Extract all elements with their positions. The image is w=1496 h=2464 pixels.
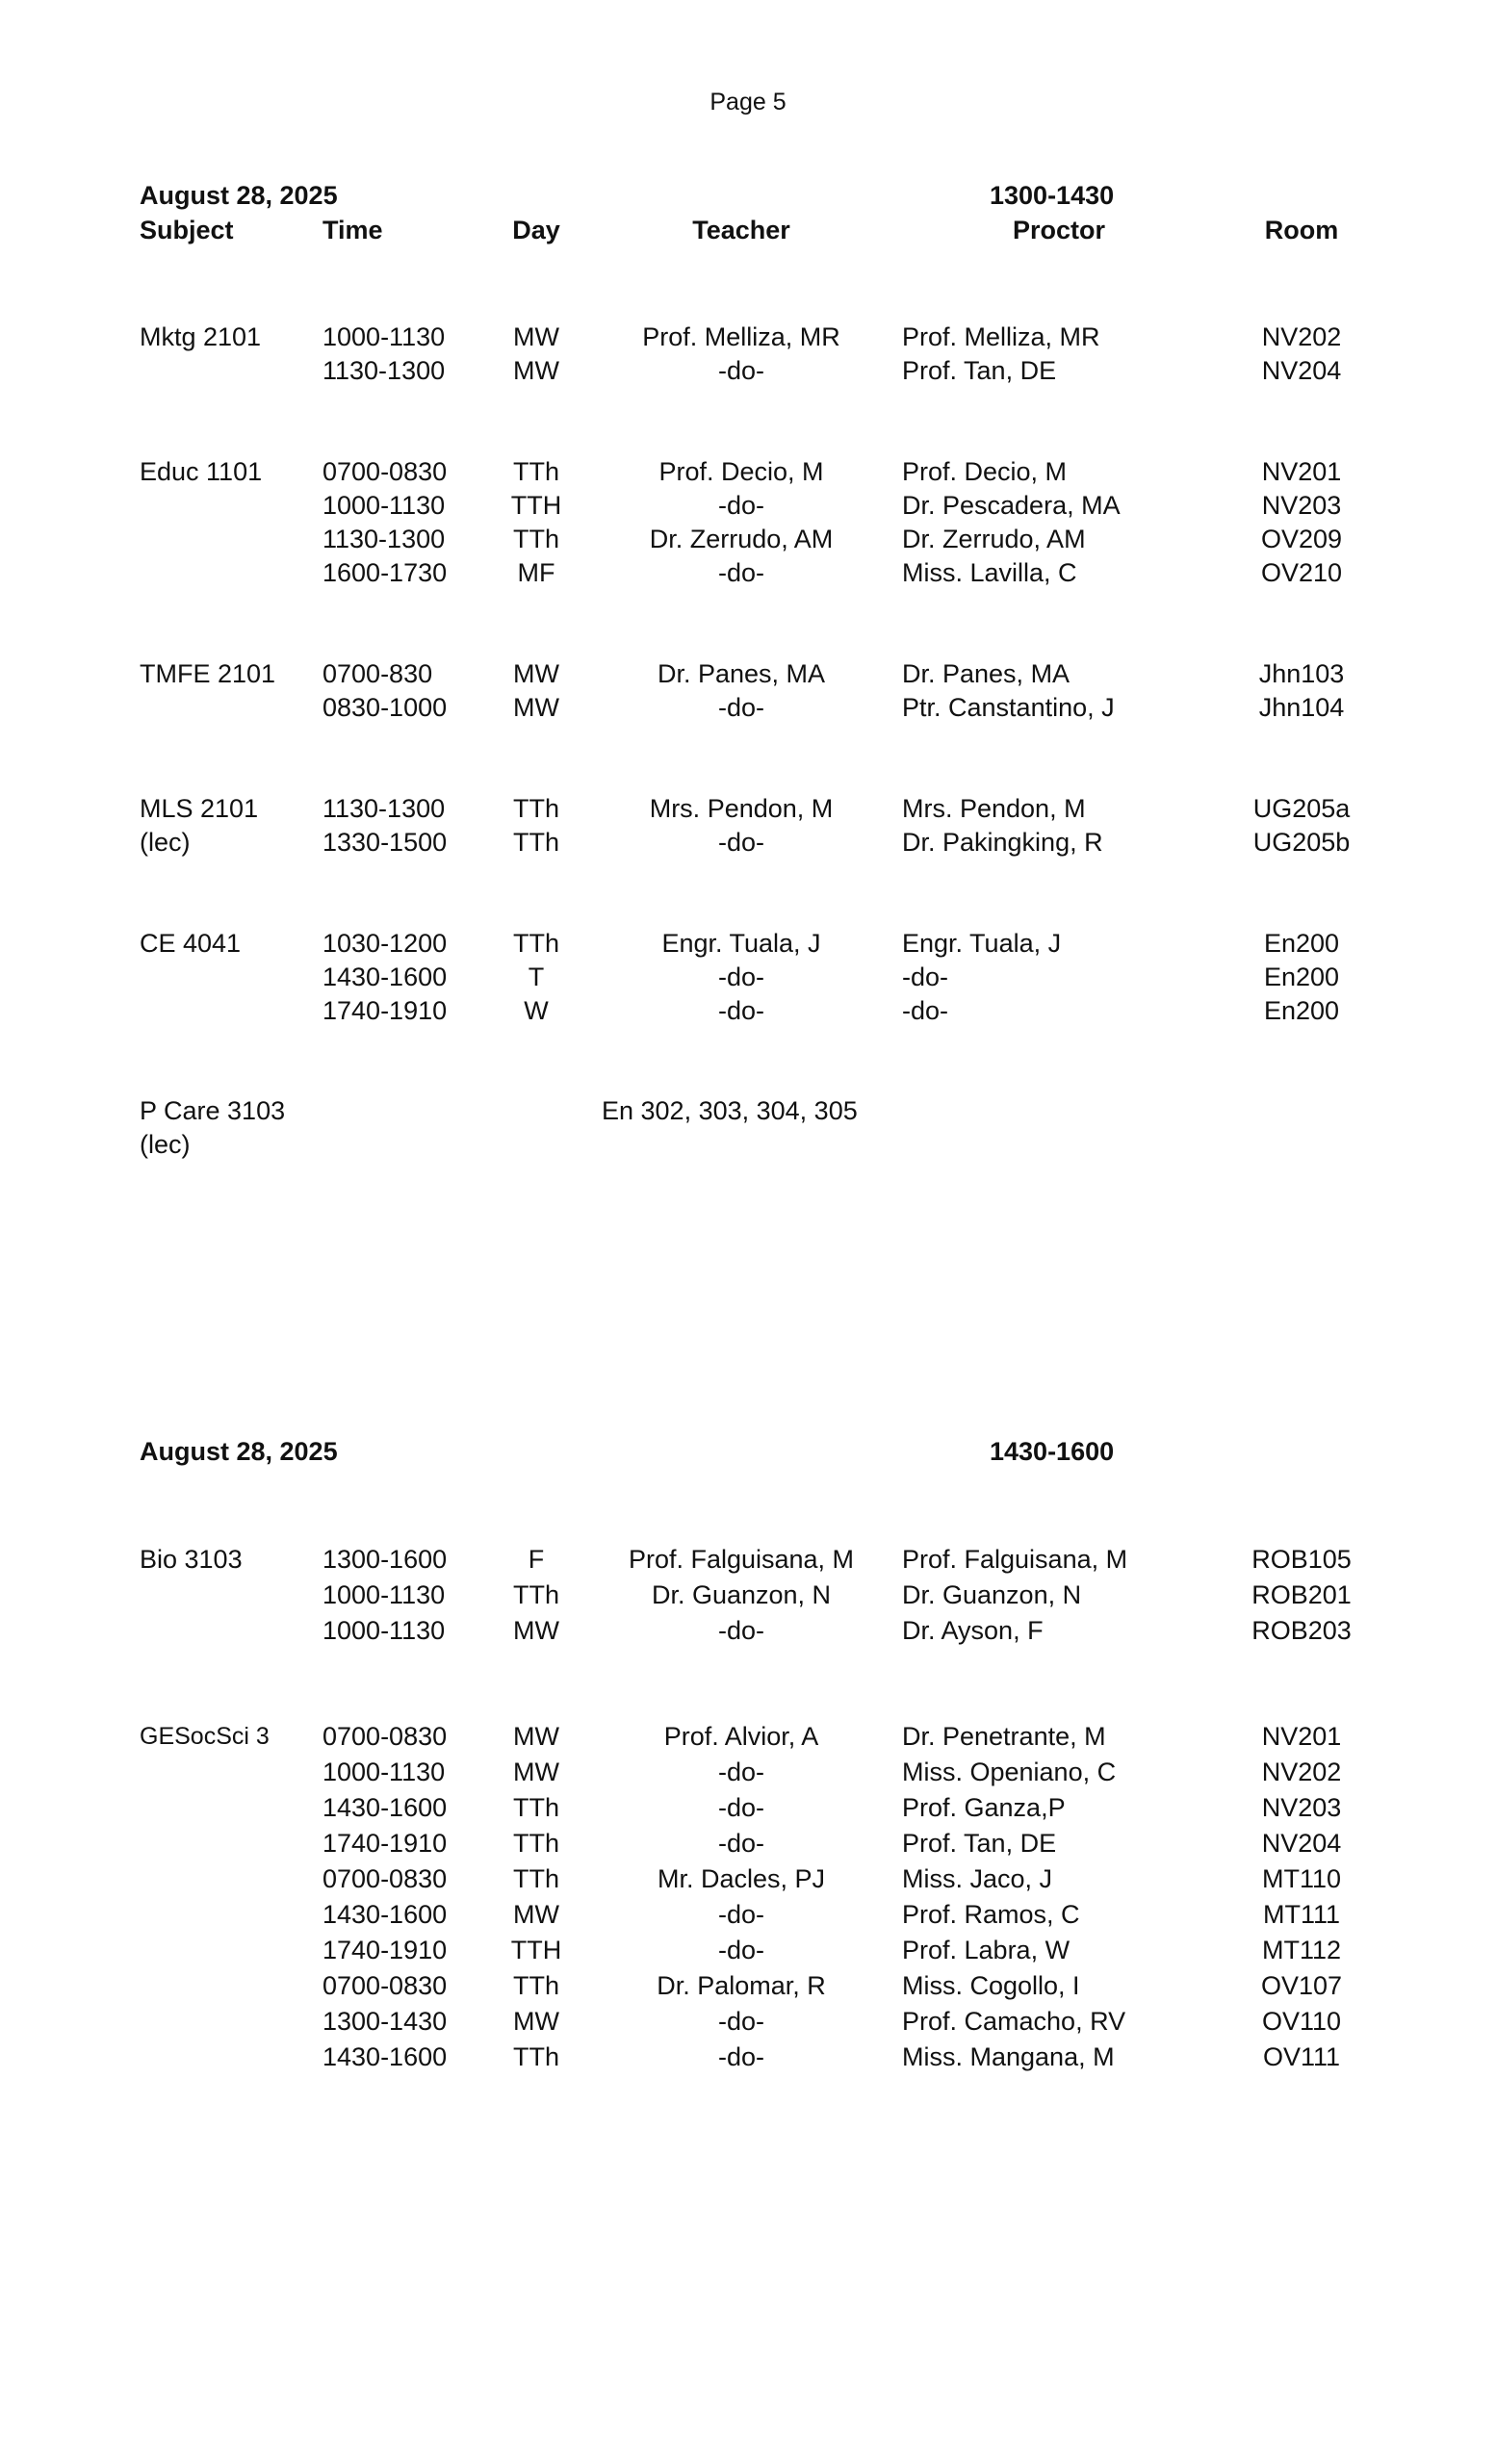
cell-teacher: -do- [717, 828, 764, 857]
header-proctor: Proctor [1012, 216, 1106, 244]
cell-room: NV201 [1261, 1722, 1342, 1751]
cell-day: T [528, 962, 545, 991]
cell-proctor: Ptr. Canstantino, J [902, 693, 1115, 722]
cell-time: 1300-1600 [322, 1545, 448, 1574]
cell-day: MW [513, 356, 559, 385]
cell-teacher: Prof. Decio, M [658, 457, 824, 486]
cell-time: 0700-0830 [322, 1971, 448, 2000]
cell-day: TTh [512, 457, 559, 486]
cell-day: MF [517, 558, 555, 587]
cell-day: TTh [512, 525, 559, 553]
cell-teacher: -do- [717, 1758, 764, 1786]
cell-teacher: Dr. Zerrudo, AM [649, 525, 834, 553]
cell-proctor: Miss. Openiano, C [902, 1758, 1117, 1786]
cell-time: 1740-1910 [322, 996, 448, 1025]
cell-day: F [528, 1545, 545, 1574]
cell-teacher: Prof. Alvior, A [663, 1722, 819, 1751]
cell-proctor: Miss. Cogollo, I [902, 1971, 1080, 2000]
cell-room: MT110 [1261, 1864, 1342, 1893]
cell-room: NV202 [1261, 1758, 1342, 1786]
cell-day: TTh [512, 1580, 559, 1609]
cell-day: MW [513, 2007, 559, 2036]
header-time: Time [322, 216, 383, 244]
cell-proctor: Prof. Ramos, C [902, 1900, 1080, 1929]
cell-proctor: Prof. Camacho, RV [902, 2007, 1126, 2036]
cell-day: TTh [512, 1793, 559, 1822]
cell-room: En200 [1263, 929, 1340, 958]
cell-time: 1000-1130 [322, 1580, 446, 1609]
cell-proctor: Engr. Tuala, J [902, 929, 1062, 958]
cell-subject: (lec) [140, 828, 191, 857]
cell-teacher: -do- [717, 1829, 764, 1858]
cell-day: MW [513, 1616, 559, 1645]
cell-time: 1740-1910 [322, 1936, 448, 1964]
cell-day: TTh [512, 794, 559, 823]
cell-proctor: Prof. Tan, DE [902, 356, 1057, 385]
cell-time: 0700-0830 [322, 457, 448, 486]
cell-time: 1130-1300 [322, 525, 446, 553]
cell-time: 1740-1910 [322, 1829, 448, 1858]
cell-time: 0700-0830 [322, 1864, 448, 1893]
section2-date: August 28, 2025 [140, 1437, 338, 1466]
cell-room: OV110 [1261, 2007, 1342, 2036]
cell-day: TTH [510, 491, 562, 520]
cell-day: MW [513, 1758, 559, 1786]
cell-time: 1430-1600 [322, 1900, 448, 1929]
cell-teacher: -do- [717, 2042, 764, 2071]
cell-room: UG205a [1252, 794, 1351, 823]
cell-subject: MLS 2101 [140, 794, 259, 823]
cell-proctor: Dr. Zerrudo, AM [902, 525, 1086, 553]
cell-teacher: -do- [717, 2007, 764, 2036]
cell-proctor: Prof. Tan, DE [902, 1829, 1057, 1858]
cell-proctor: -do- [902, 996, 949, 1025]
cell-teacher: -do- [717, 1793, 764, 1822]
cell-teacher: -do- [717, 962, 764, 991]
cell-day: MW [513, 693, 559, 722]
cell-proctor: Prof. Ganza,P [902, 1793, 1066, 1822]
cell-teacher: -do- [717, 558, 764, 587]
cell-time: 1430-1600 [322, 1793, 448, 1822]
cell-time: 0700-0830 [322, 1722, 448, 1751]
cell-room: NV203 [1261, 491, 1342, 520]
cell-subject: Mktg 2101 [140, 322, 262, 351]
cell-time: 0830-1000 [322, 693, 448, 722]
cell-room: OV210 [1260, 558, 1343, 587]
cell-room: ROB203 [1251, 1616, 1352, 1645]
cell-time: 0700-830 [322, 659, 433, 688]
cell-teacher: -do- [717, 1936, 764, 1964]
cell-proctor: -do- [902, 962, 949, 991]
cell-proctor: Dr. Pescadera, MA [902, 491, 1121, 520]
cell-time: 1300-1430 [322, 2007, 448, 2036]
cell-proctor: Dr. Guanzon, N [902, 1580, 1082, 1609]
section2-period: 1430-1600 [990, 1437, 1115, 1466]
header-room: Room [1264, 216, 1339, 244]
cell-teacher: -do- [717, 491, 764, 520]
cell-room: En200 [1263, 996, 1340, 1025]
cell-room: MT111 [1262, 1900, 1341, 1929]
cell-day: MW [513, 322, 559, 351]
cell-time: 1000-1130 [322, 1758, 446, 1786]
cell-teacher: Mrs. Pendon, M [649, 794, 834, 823]
pcare-rooms: En 302, 303, 304, 305 [602, 1096, 858, 1125]
cell-proctor: Dr. Penetrante, M [902, 1722, 1106, 1751]
cell-proctor: Miss. Jaco, J [902, 1864, 1053, 1893]
cell-time: 1000-1130 [322, 491, 446, 520]
cell-day: MW [513, 659, 559, 688]
pcare-subject-note: (lec) [140, 1130, 191, 1159]
cell-room: OV107 [1260, 1971, 1343, 2000]
cell-time: 1600-1730 [322, 558, 448, 587]
header-day: Day [512, 216, 560, 244]
cell-teacher: -do- [717, 693, 764, 722]
cell-proctor: Prof. Falguisana, M [902, 1545, 1128, 1574]
cell-teacher: Mr. Dacles, PJ [657, 1864, 826, 1893]
cell-day: MW [513, 1900, 559, 1929]
cell-time: 1130-1300 [322, 356, 446, 385]
cell-room: NV204 [1261, 356, 1342, 385]
cell-room: NV201 [1261, 457, 1342, 486]
cell-teacher: Dr. Guanzon, N [651, 1580, 832, 1609]
cell-room: ROB105 [1251, 1545, 1352, 1574]
pcare-subject: P Care 3103 [140, 1096, 286, 1125]
cell-teacher: Dr. Panes, MA [657, 659, 826, 688]
cell-teacher: Dr. Palomar, R [657, 1971, 826, 2000]
cell-room: OV111 [1262, 2042, 1341, 2071]
cell-day: TTH [510, 1936, 562, 1964]
section2-heading [0, 1437, 1496, 1472]
column-headers [0, 216, 1496, 250]
cell-day: TTh [512, 1829, 559, 1858]
cell-teacher: Engr. Tuala, J [661, 929, 821, 958]
cell-day: TTh [512, 1864, 559, 1893]
cell-teacher: -do- [717, 1616, 764, 1645]
cell-room: OV209 [1260, 525, 1343, 553]
cell-teacher: -do- [717, 356, 764, 385]
cell-room: NV203 [1261, 1793, 1342, 1822]
cell-day: MW [513, 1722, 559, 1751]
cell-time: 1130-1300 [322, 794, 446, 823]
cell-time: 1030-1200 [322, 929, 448, 958]
cell-room: Jhn104 [1258, 693, 1345, 722]
cell-teacher: Prof. Melliza, MR [642, 322, 840, 351]
cell-time: 1000-1130 [322, 1616, 446, 1645]
cell-proctor: Dr. Ayson, F [902, 1616, 1044, 1645]
cell-time: 1430-1600 [322, 962, 448, 991]
section1-heading [0, 181, 1496, 216]
cell-day: TTh [512, 1971, 559, 2000]
cell-teacher: -do- [717, 1900, 764, 1929]
cell-subject: TMFE 2101 [140, 659, 276, 688]
page-number: Page 5 [709, 89, 787, 116]
cell-room: NV204 [1261, 1829, 1342, 1858]
header-teacher: Teacher [692, 216, 790, 244]
cell-day: TTh [512, 929, 559, 958]
cell-proctor: Mrs. Pendon, M [902, 794, 1086, 823]
cell-teacher: -do- [717, 996, 764, 1025]
cell-room: Jhn103 [1258, 659, 1345, 688]
section1-period: 1300-1430 [990, 181, 1115, 210]
cell-room: ROB201 [1251, 1580, 1352, 1609]
cell-proctor: Prof. Labra, W [902, 1936, 1070, 1964]
cell-proctor: Prof. Decio, M [902, 457, 1068, 486]
cell-room: UG205b [1252, 828, 1351, 857]
cell-proctor: Dr. Pakingking, R [902, 828, 1103, 857]
header-subject: Subject [140, 216, 234, 244]
cell-day: TTh [512, 2042, 559, 2071]
cell-proctor: Dr. Panes, MA [902, 659, 1070, 688]
section1-date: August 28, 2025 [140, 181, 338, 210]
cell-subject: GESocSci 3 [140, 1723, 270, 1750]
cell-proctor: Miss. Mangana, M [902, 2042, 1115, 2071]
cell-teacher: Prof. Falguisana, M [628, 1545, 855, 1574]
cell-time: 1430-1600 [322, 2042, 448, 2071]
cell-room: En200 [1263, 962, 1340, 991]
cell-day: TTh [512, 828, 559, 857]
cell-time: 1000-1130 [322, 322, 446, 351]
cell-proctor: Miss. Lavilla, C [902, 558, 1077, 587]
cell-room: MT112 [1261, 1936, 1342, 1964]
cell-subject: CE 4041 [140, 929, 242, 958]
cell-subject: Educ 1101 [140, 457, 263, 486]
cell-subject: Bio 3103 [140, 1545, 243, 1574]
cell-room: NV202 [1261, 322, 1342, 351]
cell-proctor: Prof. Melliza, MR [902, 322, 1100, 351]
cell-day: W [524, 996, 549, 1025]
cell-time: 1330-1500 [322, 828, 448, 857]
